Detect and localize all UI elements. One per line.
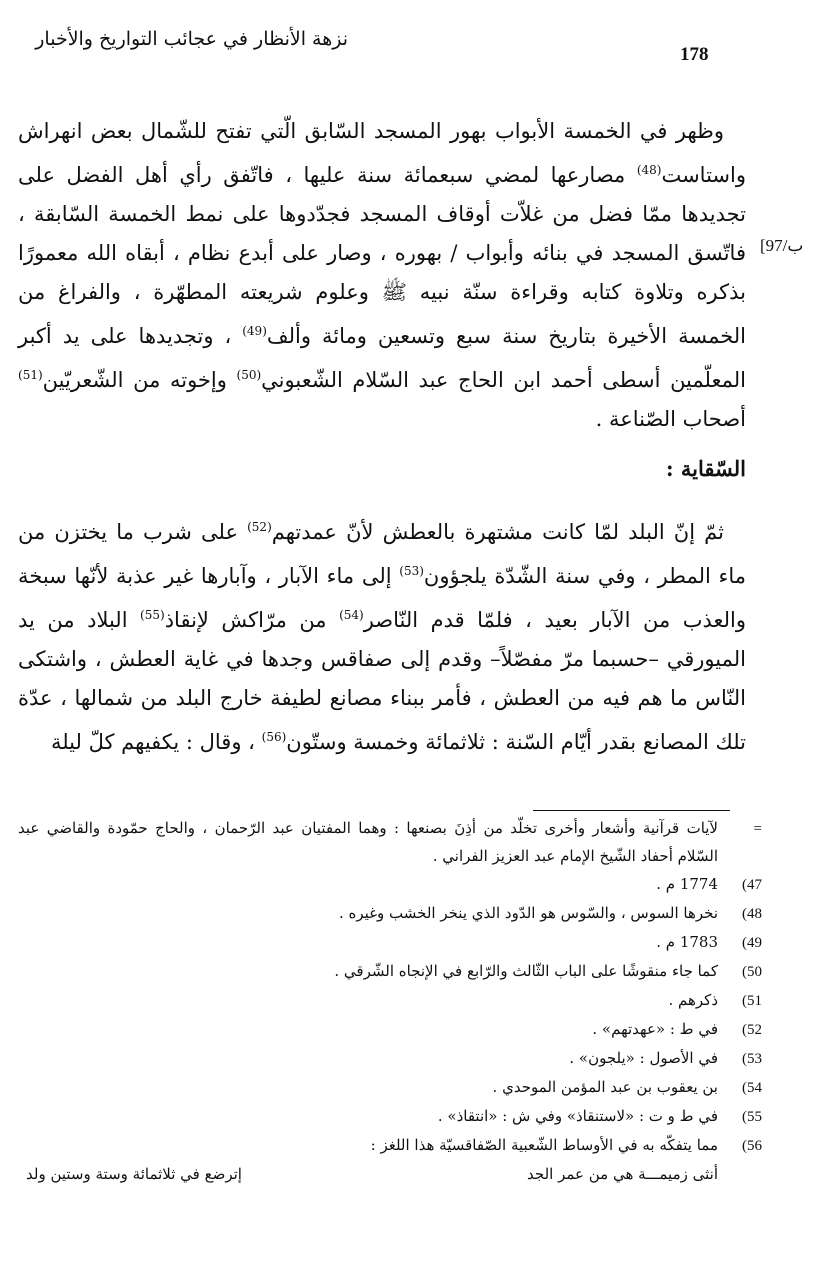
footnote-item	[18, 899, 762, 928]
footnotes-section	[18, 814, 762, 1188]
footnote-number: 50)	[742, 964, 762, 980]
paragraph-text	[18, 112, 746, 439]
footnote-ref-54: (54)	[339, 608, 364, 622]
riddle-verse	[18, 1160, 762, 1188]
footnote-text: في ط و ت : «لاستنقاذ» وفي ش : «انتقاذ» .	[437, 1107, 718, 1125]
text-run: ، وقال : يكفيهم كلّ ليلة	[50, 730, 262, 754]
text-run: مصارعها لمضي سبعمائة سنة عليها ، فاتّفق رأي أهل الفضل على تجديدها ممّا فضل من غلاّت أوقاف المسجد فجدّدوها على نمط الخمسة السّابقة ، فاتّسق المسجد في بنائه وأبواب / بهوره ، وصار على أبدع نظام ، أبقاه الله معمورًا بذكره وتلاوة كتابه وقراءة سنّة نبيه ﷺ وعلوم شريعته المطهّرة ، والفراغ من الخمسة الأخيرة بتاريخ سنة سبع وتسعين ومائة وألف	[18, 163, 747, 348]
text-run: على شرب ما يختزن من ماء المطر ، وفي سنة الشّدّة يلجؤون	[18, 520, 747, 588]
footnote-item	[18, 1015, 762, 1044]
footnote-ref-55: (55)	[140, 608, 165, 622]
verse-first-hemistich: أنثى زميمـــة هي من عمر الجد	[527, 1165, 718, 1183]
footnote-item	[18, 1131, 762, 1160]
text-run: وإخوته من الشّعريّين	[42, 368, 237, 392]
page-number: 178	[680, 44, 709, 65]
footnote-text: في الأصول : «يلجون» .	[569, 1049, 718, 1067]
footnote-text: نخرها السوس ، والسّوس هو الدّود الذي ينخر الخشب وغيره .	[339, 904, 718, 922]
margin-folio-note: [97/ب	[760, 236, 804, 255]
footnote-text: مما يتفكّه به في الأوساط الشّعبية الصّفاقسيّة هذا اللغز :	[370, 1136, 718, 1154]
footnote-continuation	[18, 814, 762, 870]
footnote-item	[18, 986, 762, 1015]
footnote-item	[18, 870, 762, 899]
text-run: من مرّاكش لإنقاذ	[164, 608, 340, 632]
footnote-item	[18, 928, 762, 957]
footnote-number: 48)	[742, 906, 762, 922]
footnote-number: 56)	[742, 1138, 762, 1154]
footnote-text: لآيات قرآنية وأشعار وأخرى تخلّد من أذِنَ بصنعها : وهما المفتيان عبد الرّحمان ، والحاج حمّودة والقاضي عبد السّلام أحفاد الشّيخ الإمام عبد العزيز الفراني .	[18, 819, 718, 865]
paragraph-water-supply	[18, 508, 746, 762]
footnote-number: 54)	[742, 1080, 762, 1096]
footnote-text: ذكرهم .	[668, 991, 718, 1009]
footnote-number: 47)	[742, 877, 762, 893]
footnote-text: في ط : «عهدتهم» .	[592, 1020, 718, 1038]
footnote-ref-48: (48)	[636, 163, 662, 177]
footnote-number: 55)	[742, 1109, 762, 1125]
footnote-ref-50: (50)	[236, 368, 262, 382]
text-run: ، وتجديدها على يد أكبر المعلّمين أسطى أحمد ابن الحاج عبد السّلام الشّعبوني	[18, 324, 746, 392]
footnote-text: 1783 م .	[656, 933, 718, 951]
text-run: ثمّ إنّ البلد لمّا كانت مشتهرة بالعطش لأنّ عمدتهم	[271, 520, 724, 544]
section-heading: السّقاية :	[665, 456, 746, 481]
footnote-item	[18, 1102, 762, 1131]
footnote-separator	[533, 810, 730, 811]
text-run: إلى ماء الآبار ، وآبارها غير عذبة لأنّها سبخة والعذب من الآبار بعيد ، فلمّا قدم النّاصر	[18, 564, 746, 632]
footnote-item	[18, 957, 762, 986]
paragraph-mosque-doors	[18, 112, 746, 439]
footnote-ref-49: (49)	[242, 324, 267, 338]
footnote-ref-56: (56)	[261, 730, 287, 744]
footnote-ref-52: (52)	[247, 520, 272, 534]
text-run: البلاد من يد الميورقي –حسبما مرّ مفصّلاً– وقدم إلى صفاقس وجدها في غاية العطش ، واشتكى النّاس ما هم فيه من العطش ، فأمر ببناء مصانع لطيفة خارج البلد من شمالها ، عدّة تلك المصانع بقدر أيّام السّنة : ثلاثمائة وخمسة وستّون	[18, 608, 746, 754]
footnote-number: 52)	[742, 1022, 762, 1038]
footnote-ref-51: (51)	[18, 368, 43, 382]
footnote-text: بن يعقوب بن عبد المؤمن الموحدي .	[492, 1078, 718, 1096]
text-run: أصحاب الصّناعة .	[595, 407, 746, 431]
text-run: وظهر في الخمسة الأبواب بهور المسجد السّابق الّتي تفتح للشّمال بعض انهراش واستاست	[18, 119, 746, 187]
footnote-item	[18, 1073, 762, 1102]
footnote-text: 1774 م .	[656, 875, 718, 893]
footnote-number: 51)	[742, 993, 762, 1009]
verse-second-hemistich: إترضع في ثلاثمائة وستة وستين ولد	[26, 1165, 242, 1183]
running-header-title: نزهة الأنظار في عجائب التواريخ والأخبار	[35, 28, 348, 50]
paragraph-text	[18, 508, 746, 762]
footnote-item	[18, 1044, 762, 1073]
continuation-marker: =	[753, 821, 762, 837]
footnote-text: كما جاء منقوشًا على الباب الثّالث والرّابع في الإنجاه الشّرقي .	[334, 962, 718, 980]
footnote-number: 53)	[742, 1051, 762, 1067]
footnote-ref-53: (53)	[399, 564, 424, 578]
footnote-number: 49)	[742, 935, 762, 951]
